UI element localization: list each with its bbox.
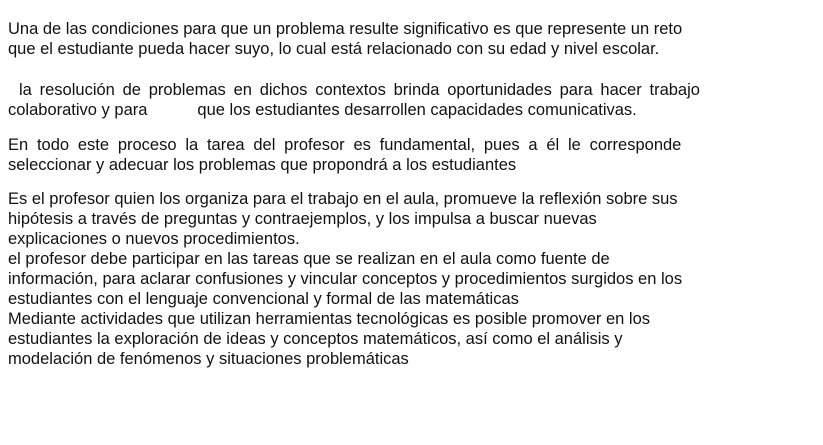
- text-line: Mediante actividades que utilizan herramientas tecnológicas es posible promover en los: [8, 310, 651, 328]
- paragraph-teacher-role: [8, 189, 805, 369]
- text-line: estudiantes con el lenguaje convencional y formal de las matemáticas: [8, 290, 519, 308]
- text-fragment: que los estudiantes desarrollen capacidades comunicativas.: [197, 101, 637, 119]
- text-line: seleccionar y adecuar los problemas que propondrá a los estudiantes: [8, 156, 517, 174]
- text-line: que el estudiante pueda hacer suyo, lo cual está relacionado con su edad y nivel escolar.: [8, 40, 660, 58]
- text-line: estudiantes la exploración de ideas y conceptos matemáticos, así como el análisis y: [8, 330, 623, 348]
- text-line: Una de las condiciones para que un problema resulte significativo es que represente un reto: [8, 20, 683, 38]
- text-line: En todo este proceso la tarea del profesor es fundamental, pues a él le corresponde: [8, 136, 682, 154]
- text-fragment: colaborativo y para: [8, 101, 148, 119]
- text-line: modelación de fenómenos y situaciones problemáticas: [8, 350, 409, 368]
- paragraph-teacher-task: [8, 135, 805, 175]
- text-line: el profesor debe participar en las tareas que se realizan en el aula como fuente de: [8, 250, 610, 268]
- text-line: explicaciones o nuevos procedimientos.: [8, 230, 300, 248]
- text-line: hipótesis a través de preguntas y contraejemplos, y los impulsa a buscar nuevas: [8, 210, 597, 228]
- paragraph-collaborative-work: [8, 80, 805, 120]
- text-line: la resolución de problemas en dichos contextos brinda oportunidades para hacer trabajo: [19, 81, 700, 99]
- text-line: [8, 100, 805, 120]
- paragraph-challenge: [8, 19, 805, 59]
- text-line: Es el profesor quien los organiza para el trabajo en el aula, promueve la reflexión sobre sus: [8, 190, 678, 208]
- text-line: información, para aclarar confusiones y vincular conceptos y procedimientos surgidos en los: [8, 270, 683, 288]
